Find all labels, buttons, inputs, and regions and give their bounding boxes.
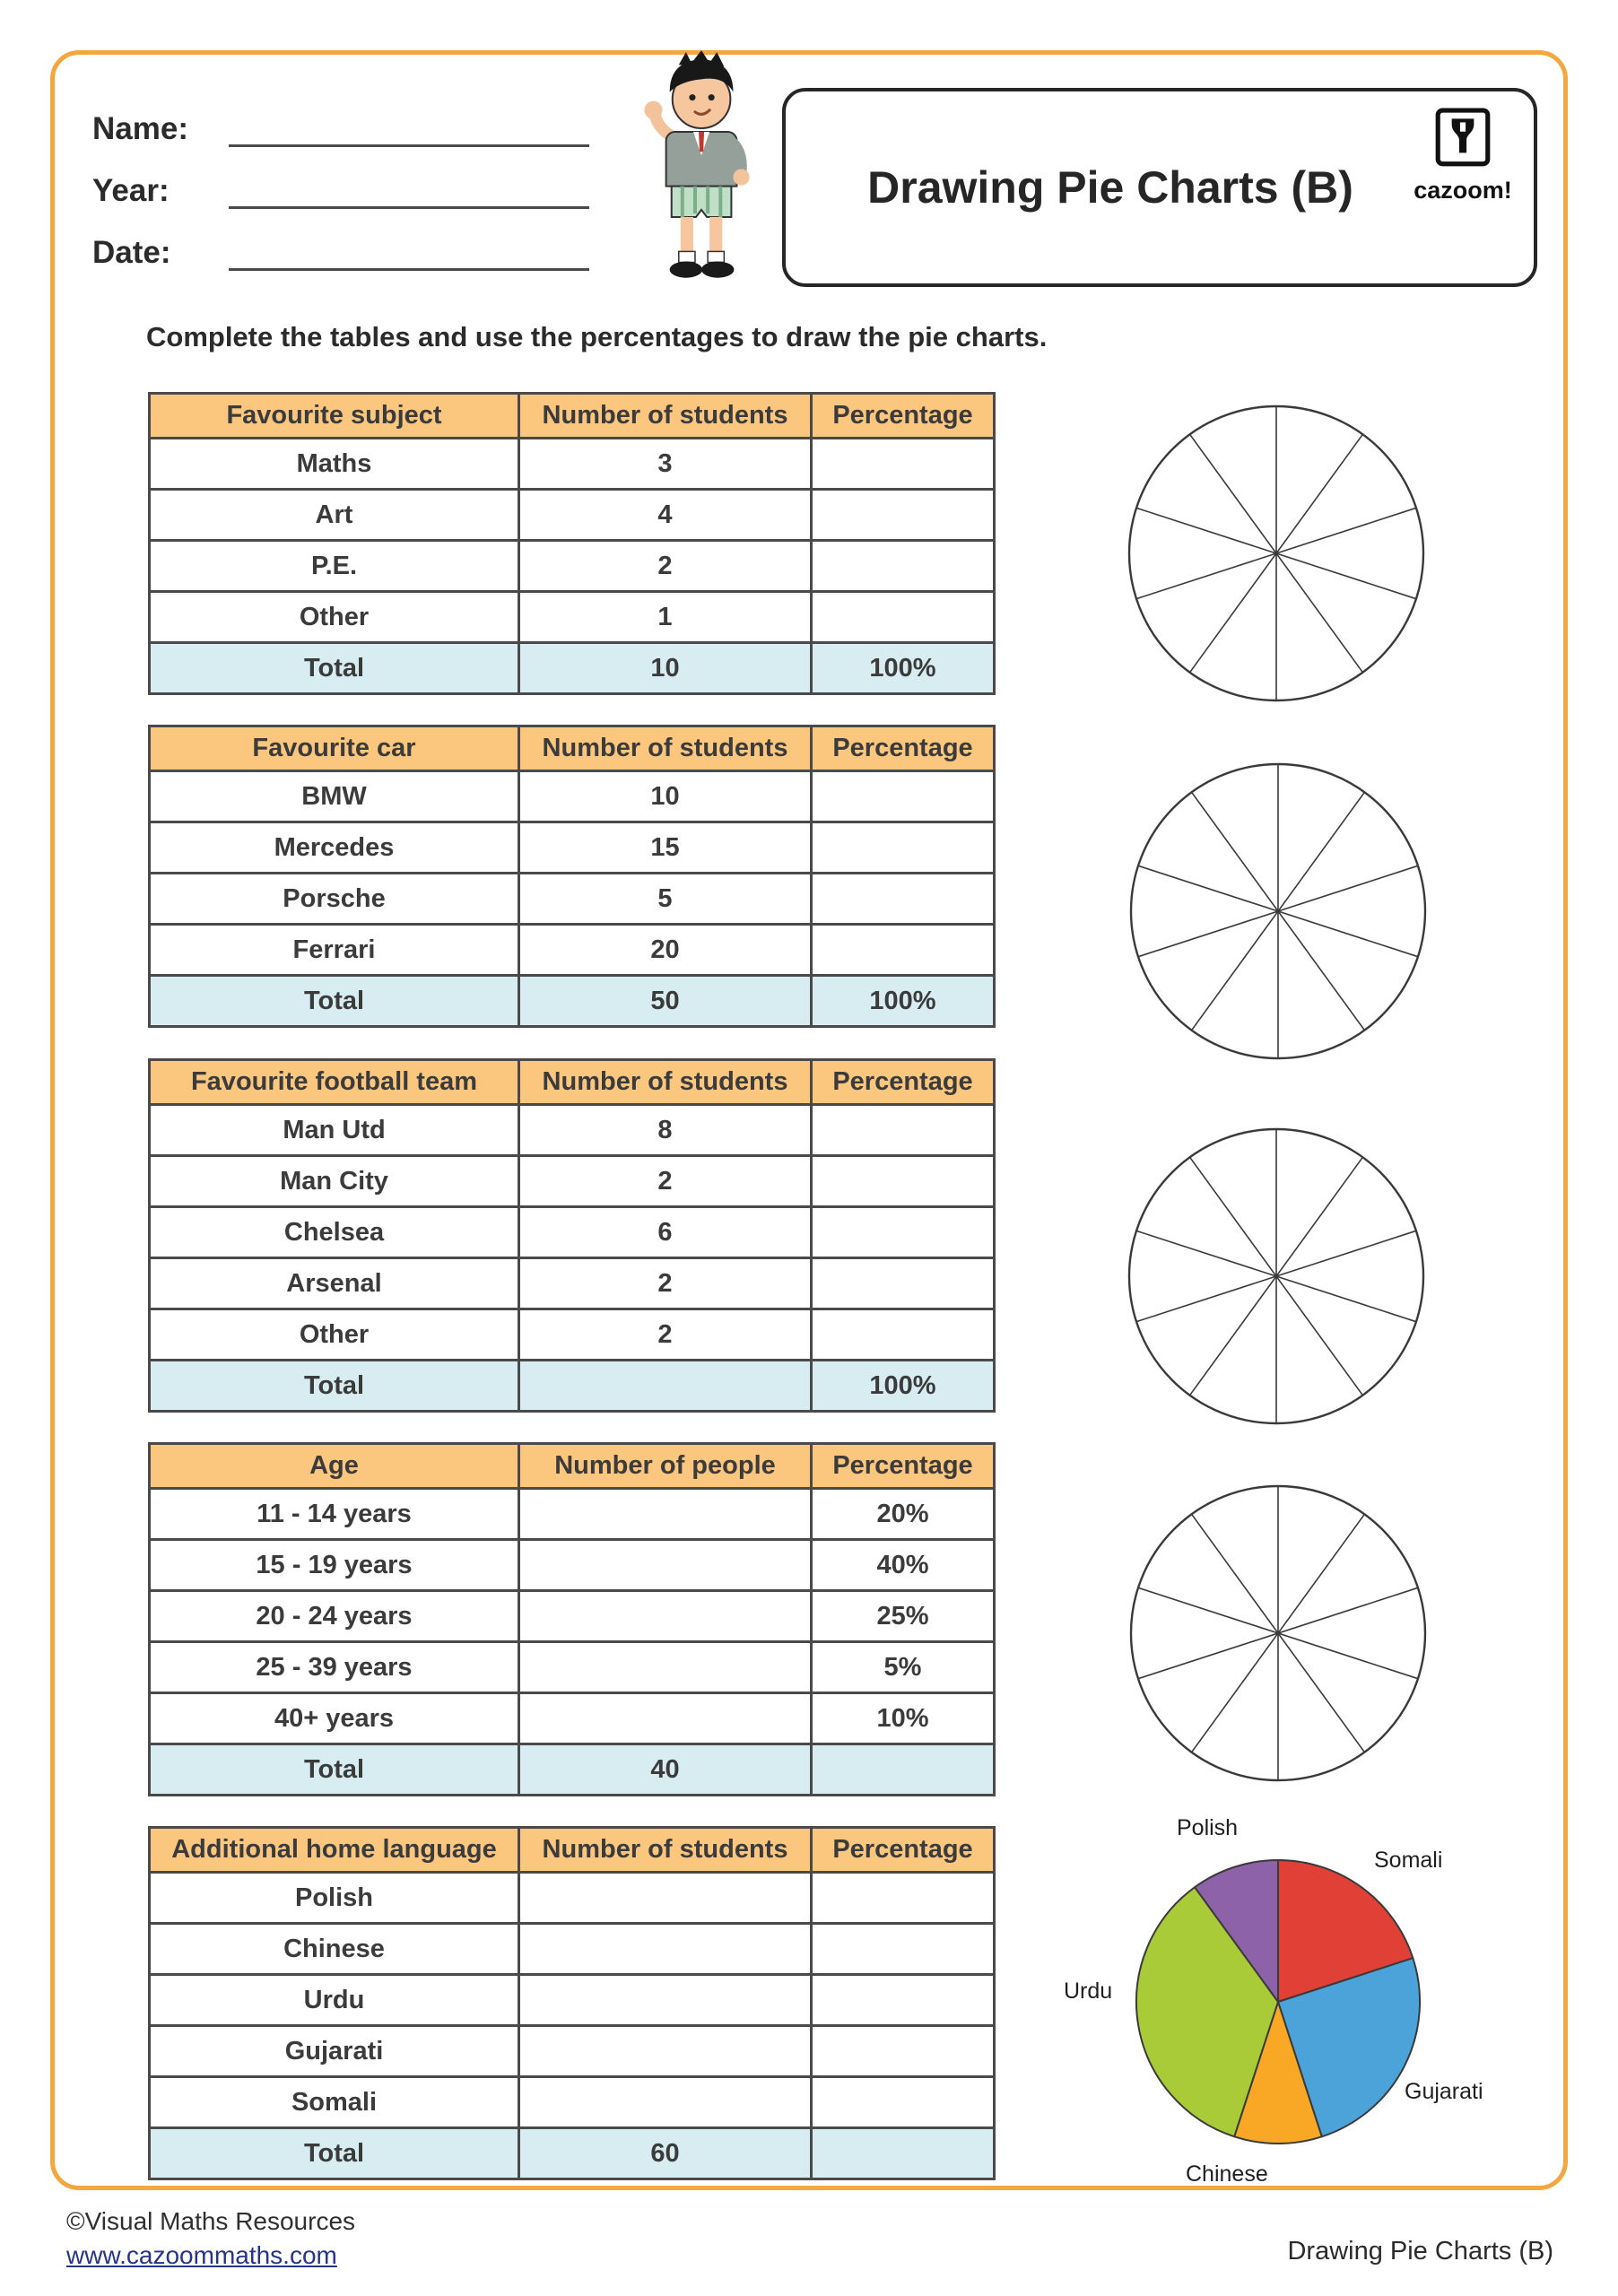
name-field [92, 100, 589, 147]
row-label: Art [150, 490, 519, 541]
blank-answer-cell [812, 1873, 995, 1924]
value-cell: 10 [519, 771, 812, 822]
column-header: Number of students [519, 726, 812, 771]
pie-grid-svg [1126, 1481, 1431, 1786]
value-cell: 2 [519, 1258, 812, 1309]
value-cell: 50 [519, 976, 812, 1027]
worksheet-table [148, 1826, 996, 2180]
blank-pie-grid-3 [1124, 1124, 1429, 1429]
blank-answer-cell [519, 1873, 812, 1924]
row-label: Porsche [150, 874, 519, 925]
cazoom-logo-icon [1435, 108, 1491, 172]
row-label: Polish [150, 1873, 519, 1924]
value-cell: 20 [519, 925, 812, 976]
instruction-text: Complete the tables and use the percentages to draw the pie charts. [146, 321, 1048, 352]
row-label: Total [150, 1361, 519, 1412]
blank-answer-cell [812, 1975, 995, 2026]
blank-answer-cell [519, 1489, 812, 1540]
year-label: Year: [92, 173, 170, 208]
worksheet-table [148, 392, 996, 695]
value-cell: 100% [812, 976, 995, 1027]
blank-answer-cell [519, 1642, 812, 1693]
value-cell: 20% [812, 1489, 995, 1540]
pie-label-polish: Polish [1177, 1815, 1239, 1840]
blank-answer-cell [812, 2026, 995, 2077]
value-cell: 10 [519, 643, 812, 694]
blank-answer-cell [812, 925, 995, 976]
blank-answer-cell [519, 1693, 812, 1744]
table-favourite-subject [148, 392, 993, 695]
blank-answer-cell [812, 1156, 995, 1207]
page-title: Drawing Pie Charts (B) [867, 162, 1353, 213]
row-label: Man Utd [150, 1105, 519, 1156]
column-header: Additional home language [150, 1828, 519, 1873]
worksheet-table [148, 1058, 996, 1413]
year-field [92, 162, 589, 209]
blank-answer-cell [812, 439, 995, 490]
row-label: Somali [150, 2077, 519, 2128]
value-cell: 2 [519, 541, 812, 592]
table-age [148, 1442, 993, 1796]
column-header: Percentage [812, 1060, 995, 1105]
column-header: Age [150, 1444, 519, 1489]
blank-answer-cell [519, 1975, 812, 2026]
column-header: Favourite car [150, 726, 519, 771]
column-header: Percentage [812, 1444, 995, 1489]
blank-answer-cell [519, 1361, 812, 1412]
column-header: Number of students [519, 394, 812, 439]
blank-answer-cell [812, 1924, 995, 1975]
column-header: Number of students [519, 1060, 812, 1105]
value-cell: 8 [519, 1105, 812, 1156]
pie-label-gujarati: Gujarati [1405, 2079, 1483, 2104]
row-label: P.E. [150, 541, 519, 592]
row-label: Man City [150, 1156, 519, 1207]
blank-pie-grid-4 [1126, 1481, 1431, 1786]
column-header: Percentage [812, 1828, 995, 1873]
year-input-line [229, 170, 589, 209]
row-label: Gujarati [150, 2026, 519, 2077]
table-favourite-car [148, 725, 993, 1028]
row-label: 25 - 39 years [150, 1642, 519, 1693]
value-cell: 100% [812, 643, 995, 694]
row-label: 15 - 19 years [150, 1540, 519, 1591]
website-link[interactable]: www.cazoommaths.com [66, 2240, 337, 2269]
value-cell: 2 [519, 1156, 812, 1207]
pie-grid-svg [1124, 401, 1429, 706]
pie-label-chinese: Chinese [1186, 2161, 1268, 2187]
blank-answer-cell [812, 2128, 995, 2179]
row-label: Total [150, 976, 519, 1027]
row-label: Other [150, 592, 519, 643]
blank-answer-cell [812, 1258, 995, 1309]
value-cell: 2 [519, 1309, 812, 1361]
row-label: Mercedes [150, 822, 519, 874]
blank-answer-cell [812, 2077, 995, 2128]
row-label: Urdu [150, 1975, 519, 2026]
blank-answer-cell [812, 541, 995, 592]
value-cell: 15 [519, 822, 812, 874]
name-input-line [229, 108, 589, 147]
column-header: Percentage [812, 726, 995, 771]
student-fields [92, 100, 589, 286]
blank-answer-cell [812, 874, 995, 925]
blank-pie-grid-2 [1126, 759, 1431, 1064]
name-label: Name: [92, 111, 188, 146]
row-label: 11 - 14 years [150, 1489, 519, 1540]
value-cell: 10% [812, 1693, 995, 1744]
value-cell: 4 [519, 490, 812, 541]
row-label: BMW [150, 771, 519, 822]
date-input-line [229, 231, 589, 271]
value-cell: 5% [812, 1642, 995, 1693]
cazoom-logo-text: cazoom! [1414, 177, 1512, 204]
column-header: Number of students [519, 1828, 812, 1873]
row-label: Ferrari [150, 925, 519, 976]
date-label: Date: [92, 235, 171, 270]
footer-left [66, 2205, 355, 2273]
pie-label-somali: Somali [1374, 1848, 1443, 1873]
value-cell: 6 [519, 1207, 812, 1258]
column-header: Favourite football team [150, 1060, 519, 1105]
value-cell: 3 [519, 439, 812, 490]
pie-label-urdu: Urdu [1064, 1979, 1113, 2004]
blank-answer-cell [812, 822, 995, 874]
title-box [782, 88, 1537, 287]
blank-answer-cell [812, 1744, 995, 1796]
row-label: Chinese [150, 1924, 519, 1975]
column-header: Percentage [812, 394, 995, 439]
cartoon-boy-illustration [615, 45, 779, 303]
blank-answer-cell [519, 1924, 812, 1975]
blank-answer-cell [812, 771, 995, 822]
blank-answer-cell [519, 2026, 812, 2077]
pie-grid-svg [1124, 1124, 1429, 1429]
table-favourite-football-team [148, 1058, 993, 1413]
row-label: Maths [150, 439, 519, 490]
blank-answer-cell [519, 1540, 812, 1591]
worksheet-table [148, 1442, 996, 1796]
row-label: Total [150, 643, 519, 694]
value-cell: 60 [519, 2128, 812, 2179]
row-label: 20 - 24 years [150, 1591, 519, 1642]
value-cell: 1 [519, 592, 812, 643]
value-cell: 40 [519, 1744, 812, 1796]
blank-answer-cell [812, 592, 995, 643]
blank-answer-cell [519, 1591, 812, 1642]
value-cell: 5 [519, 874, 812, 925]
date-field [92, 224, 589, 271]
value-cell: 40% [812, 1540, 995, 1591]
row-label: Other [150, 1309, 519, 1361]
completed-pie-chart [1126, 1849, 1431, 2154]
row-label: Chelsea [150, 1207, 519, 1258]
copyright-text: ©Visual Maths Resources [66, 2207, 356, 2235]
value-cell: 100% [812, 1361, 995, 1412]
row-label: Total [150, 2128, 519, 2179]
value-cell: 25% [812, 1591, 995, 1642]
row-label: Arsenal [150, 1258, 519, 1309]
blank-answer-cell [812, 1207, 995, 1258]
blank-answer-cell [812, 490, 995, 541]
table-additional-home-language [148, 1826, 993, 2180]
blank-answer-cell [519, 2077, 812, 2128]
worksheet-table [148, 725, 996, 1028]
blank-answer-cell [812, 1105, 995, 1156]
blank-answer-cell [812, 1309, 995, 1361]
footer-doc-title: Drawing Pie Charts (B) [1287, 2237, 1553, 2266]
row-label: 40+ years [150, 1693, 519, 1744]
row-label: Total [150, 1744, 519, 1796]
column-header: Number of people [519, 1444, 812, 1489]
column-header: Favourite subject [150, 394, 519, 439]
pie-grid-svg [1126, 759, 1431, 1064]
blank-pie-grid-1 [1124, 401, 1429, 706]
cazoom-logo [1405, 108, 1521, 204]
